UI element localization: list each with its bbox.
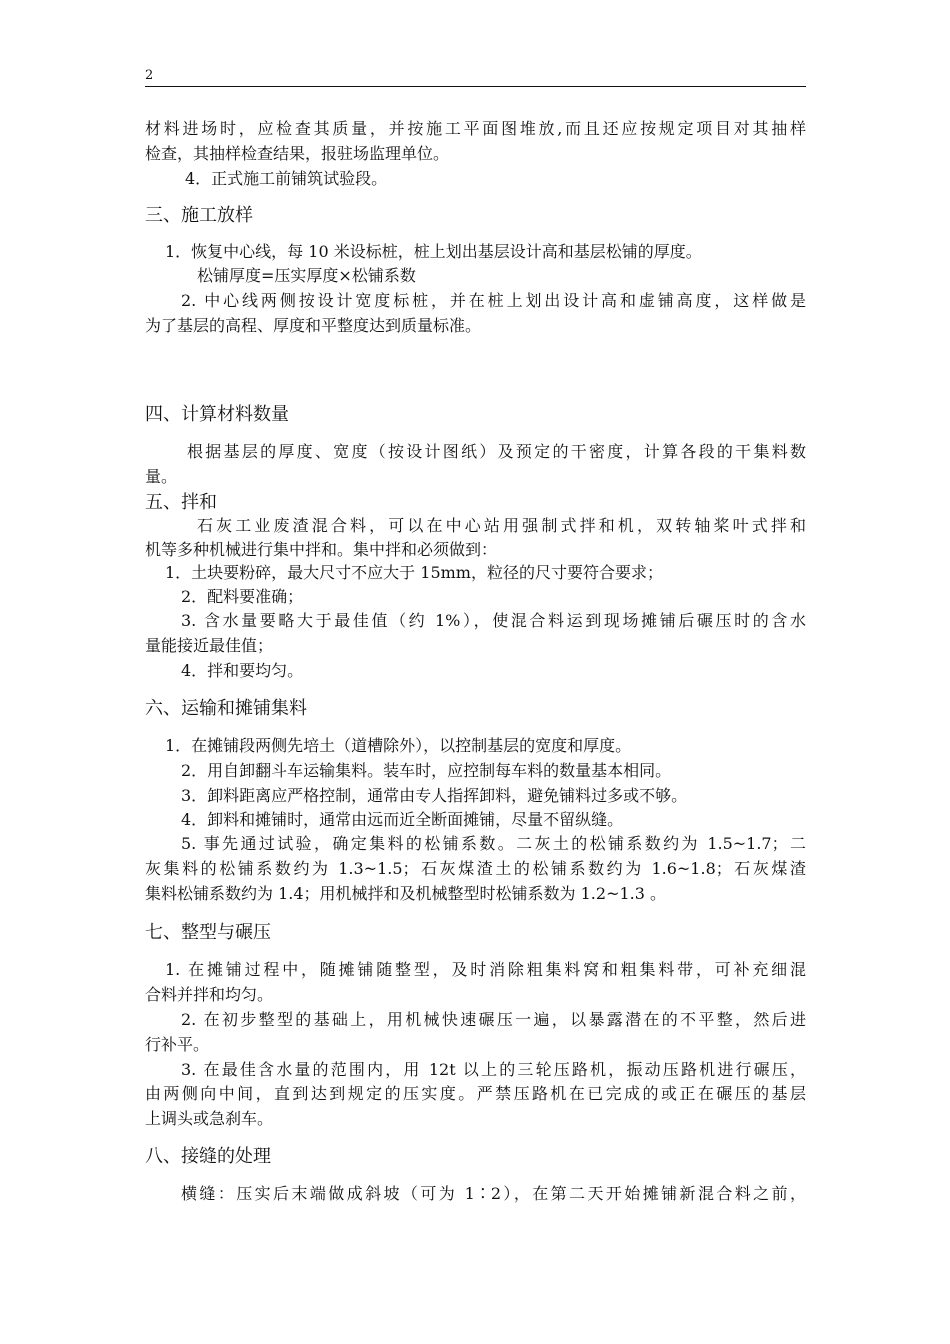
- formula-line: 松铺厚度=压实厚度×松铺系数: [197, 266, 416, 285]
- paragraph-line: 机等多种机械进行集中拌和。集中拌和必须做到：: [145, 540, 498, 559]
- header-rule: [145, 86, 806, 87]
- paragraph-line: 为了基层的高程、厚度和平整度达到质量标准。: [145, 316, 482, 335]
- list-item: 2．配料要准确；: [181, 587, 304, 606]
- page-number: 2: [145, 68, 154, 83]
- section-heading: 五、拌和: [145, 492, 217, 513]
- list-item: 3．卸料距离应严格控制，通常由专人指挥卸料，避免铺料过多或不够。: [181, 786, 688, 805]
- section-heading: 四、计算材料数量: [145, 404, 289, 425]
- list-item: 4．正式施工前铺筑试验段。: [185, 169, 388, 188]
- list-item: 1．在摊铺段两侧先培土（道槽除外），以控制基层的宽度和厚度。: [165, 736, 632, 755]
- list-item: 1．恢复中心线，每 10 米设标桩，桩上划出基层设计高和基层松铺的厚度。: [165, 242, 702, 261]
- paragraph-line: 材料进场时，应检查其质量，并按施工平面图堆放,而且还应按规定项目对其抽样: [145, 119, 806, 138]
- list-item: 3. 在最佳含水量的范围内，用 12t 以上的三轮压路机，振动压路机进行碾压，: [181, 1060, 806, 1079]
- section-heading: 三、施工放样: [145, 205, 253, 226]
- list-item: 2. 在初步整型的基础上，用机械快速碾压一遍，以暴露潜在的不平整，然后进: [181, 1010, 806, 1029]
- paragraph-line: 量能接近最佳值；: [145, 636, 274, 655]
- paragraph-line: 合料并拌和均匀。: [145, 985, 274, 1004]
- list-item: 5. 事先通过试验，确定集料的松铺系数。二灰土的松铺系数约为 1.5~1.7；二: [181, 834, 806, 853]
- section-heading: 八、接缝的处理: [145, 1146, 271, 1167]
- list-item: 1. 在摊铺过程中，随摊铺随整型，及时消除粗集料窝和粗集料带，可补充细混: [165, 960, 806, 979]
- list-item: 3. 含水量要略大于最佳值（约 1%），使混合料运到现场摊铺后碾压时的含水: [181, 611, 806, 630]
- paragraph-line: 横缝：压实后末端做成斜坡（可为 1∶2），在第二天开始摊铺新混合料之前，: [181, 1184, 806, 1203]
- paragraph-line: 检查，其抽样检查结果，报驻场监理单位。: [145, 144, 450, 163]
- paragraph-line: 由两侧向中间，直到达到规定的压实度。严禁压路机在已完成的或正在碾压的基层: [145, 1084, 806, 1103]
- paragraph-line: 灰集料的松铺系数约为 1.3~1.5；石灰煤渣土的松铺系数约为 1.6~1.8；石灰煤渣: [145, 859, 806, 878]
- paragraph-line: 量。: [145, 467, 178, 486]
- paragraph-line: 根据基层的厚度、宽度（按设计图纸）及预定的干密度，计算各段的干集料数: [187, 442, 806, 461]
- list-item: 2. 中心线两侧按设计宽度标桩，并在桩上划出设计高和虚铺高度，这样做是: [181, 291, 806, 310]
- section-heading: 六、运输和摊铺集料: [145, 698, 307, 719]
- list-item: 4．卸料和摊铺时，通常由远而近全断面摊铺，尽量不留纵缝。: [181, 810, 624, 829]
- paragraph-line: 上调头或急刹车。: [145, 1109, 274, 1128]
- paragraph-line: 集料松铺系数约为 1.4；用机械拌和及机械整型时松铺系数为 1.2~1.3 。: [145, 884, 667, 903]
- list-item: 1．土块要粉碎，最大尺寸不应大于 15mm，粒径的尺寸要符合要求；: [165, 563, 663, 582]
- paragraph-line: 石灰工业废渣混合料，可以在中心站用强制式拌和机，双转轴桨叶式拌和: [197, 516, 806, 535]
- list-item: 2．用自卸翻斗车运输集料。装车时，应控制每车料的数量基本相同。: [181, 761, 672, 780]
- list-item: 4．拌和要均匀。: [181, 661, 304, 680]
- paragraph-line: 行补平。: [145, 1035, 210, 1054]
- section-heading: 七、整型与碾压: [145, 922, 271, 943]
